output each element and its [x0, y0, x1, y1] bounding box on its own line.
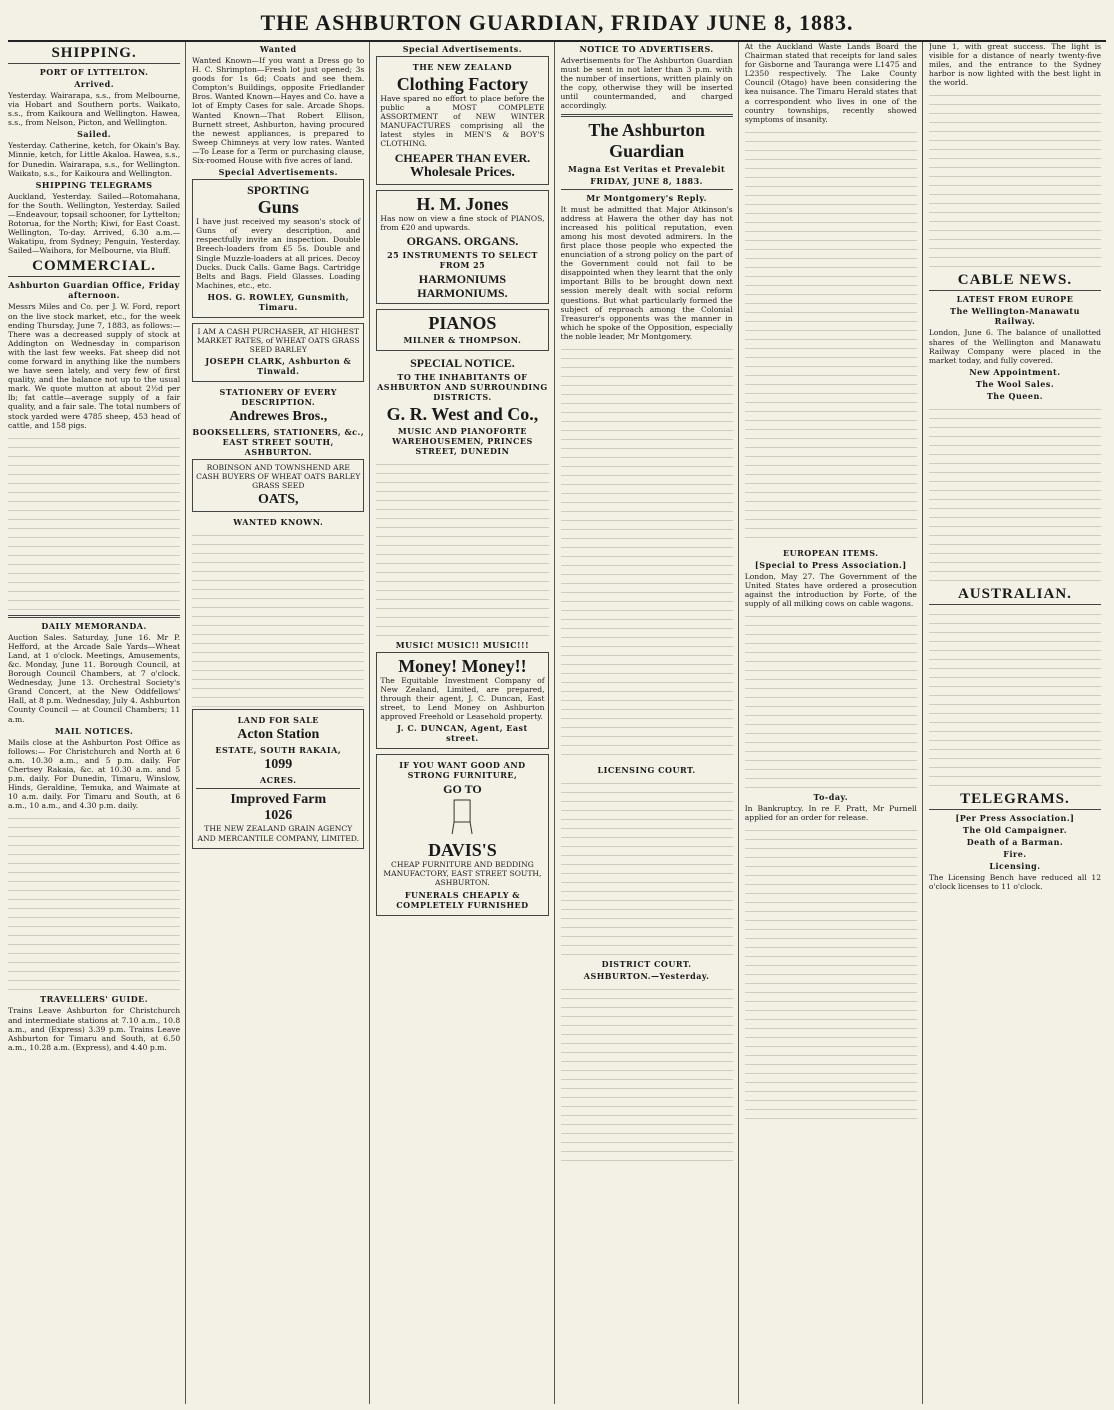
news-text: June 1, with great success. The light is visible for a distance of nearly twenty-five miles, and the entrance to the Sydney harbor is now lighted with the best light in the world. — [928, 42, 1102, 88]
robinson-ad — [192, 459, 364, 512]
land-heading: LAND FOR SALE — [237, 715, 319, 726]
mail-heading: MAIL NOTICES. — [54, 725, 134, 736]
acres-label: ACRES. — [259, 775, 297, 786]
guns-title: Guns — [257, 197, 299, 218]
jones-title: H. M. Jones — [416, 193, 509, 214]
licensing-text: The Licensing Bench have reduced all 12 o'clock licenses to 11 o'clock. — [928, 872, 1102, 891]
notice-text: Advertisements for The Ashburton Guardian must be sent in not later than 3 p.m. with the number of insertions, written plainly on the copy, otherwise they will be inserted until countermanded, and charged accordingly. — [560, 56, 733, 111]
sporting-title: SPORTING — [247, 183, 310, 198]
money-title: Money! Money!! — [398, 655, 527, 676]
andrewes-sub: BOOKSELLERS, STATIONERS, &c., EAST STREET SOUTH, ASHBURTON. — [192, 427, 365, 458]
cash-purchaser-ad — [192, 323, 364, 382]
text-filler — [929, 403, 1101, 583]
gr-west-sub: MUSIC AND PIANOFORTE WAREHOUSEMEN, PRINCES STREET, DUNEDIN — [392, 425, 533, 456]
commercial-subheading: Ashburton Guardian Office, Friday afternoon. — [8, 280, 180, 301]
andrewes-title: Andrewes Bros., — [229, 409, 328, 425]
special-ads-heading: Special Advertisements. — [402, 44, 523, 54]
davis-title: DAVIS'S — [428, 840, 497, 861]
district-heading: DISTRICT COURT. — [601, 958, 692, 969]
guns-signature: HOS. G. ROWLEY, Gunsmith, Timaru. — [207, 291, 350, 312]
text-filler — [929, 608, 1101, 788]
today-heading: To-day. — [813, 792, 849, 803]
licensing: Licensing. — [989, 860, 1041, 871]
text-filler — [192, 529, 364, 709]
improved-farm-title: Improved Farm — [230, 792, 327, 808]
organs-title: ORGANS. ORGANS. — [406, 233, 519, 248]
davis-ad — [376, 754, 548, 915]
acton-sub: ESTATE, SOUTH RAKAIA, — [215, 745, 342, 756]
licensing-heading: LICENSING COURT. — [597, 764, 696, 775]
text-filler — [8, 812, 180, 992]
special-notice-sub: TO THE INHABITANTS OF ASHBURTON AND SURROUNDING DISTRICTS. — [377, 371, 548, 402]
masthead: THE ASHBURTON GUARDIAN, FRIDAY JUNE 8, 1883. — [8, 6, 1106, 42]
today-text: In Bankruptcy. In re F. Pratt, Mr Purnell applied for an order for release. — [744, 804, 917, 823]
text-filler — [745, 610, 917, 790]
cable-heading: CABLE NEWS. — [929, 272, 1101, 291]
shipping-heading: SHIPPING. — [8, 45, 180, 64]
sailed-label: Sailed. — [77, 129, 112, 140]
old-campaigner: The Old Campaigner. — [962, 824, 1068, 835]
telegrams-heading: TELEGRAMS. — [929, 791, 1101, 810]
new-appointment: New Appointment. — [969, 366, 1061, 377]
australian-heading: AUSTRALIAN. — [929, 586, 1101, 605]
guns-text: I have just received my season's stock of Guns of every description, and respectfully invite an inspection. Double Breech-loaders from £5 5s. Double and Single Muzzle-loaders at all prices. Decoy Ducks. Duck Calls. Game Bags. Cartridge Belts and Bags. Field Glasses. Loading Machines, etc., etc. — [196, 217, 361, 290]
text-filler — [745, 126, 917, 546]
harmoniums-title: HARMONIUMS HARMONIUMS. — [417, 271, 508, 300]
acres-1026: 1026 — [264, 808, 293, 824]
stationery-heading: STATIONERY OF EVERY DESCRIPTION. — [219, 387, 337, 408]
wool-sales: The Wool Sales. — [975, 378, 1055, 389]
column-6 — [929, 42, 1106, 1404]
column-1 — [8, 42, 186, 1404]
special-notice-title: SPECIAL NOTICE. — [410, 355, 515, 370]
divider — [8, 615, 180, 618]
port-heading: PORT OF LYTTELTON. — [39, 67, 149, 77]
travellers-text: Trains Leave Ashburton for Christchurch and intermediate stations at 7.10 a.m., 10.8 a.m., and (Express) 3.39 p.m. Trains Leave Ashburton for Timaru and South, at 6.50 a.m., 10.28 a.m. (Express), and 4.40 p.m. — [8, 1006, 181, 1052]
queen: The Queen. — [986, 390, 1044, 401]
funerals-line: FUNERALS CHEAPLY & COMPLETELY FURNISHED — [396, 889, 529, 910]
pianos-title: PIANOS — [428, 312, 497, 333]
travellers-heading: TRAVELLERS' GUIDE. — [40, 994, 149, 1005]
divider — [561, 114, 733, 117]
district-sub: ASHBURTON.—Yesterday. — [583, 970, 710, 981]
article-text: It must be admitted that Major Atkinson's address at Hawera the other day has not increased his political reputation, even among his most devoted admirers. In the first place those people who expected the enunciation of a strong policy on the part of the Government could not fail to be disappointed when they learnt that the only important Bills to be brought down next session merely dealt with social reform questions. But what particularly formed the subject of reproach among the Colonial Treasurer's opponents was the manner in which he spoke of the Opposition, especially the noble leader, Mr Montgomery. — [560, 204, 733, 341]
cheaper-title: CHEAPER THAN EVER. — [394, 150, 531, 165]
telegrams-sub: [Per Press Association.] — [955, 812, 1075, 823]
text-filler — [929, 89, 1101, 269]
jones-ad — [376, 190, 548, 304]
duncan-signature: J. C. DUNCAN, Agent, East street. — [397, 723, 528, 744]
piano-ad — [376, 309, 548, 351]
jones-text: Has now on view a fine stock of PIANOS, from £20 and upwards. — [380, 213, 545, 232]
column-4 — [561, 42, 739, 1404]
arrived-label: Arrived. — [74, 79, 114, 89]
wholesale-title: Wholesale Prices. — [409, 164, 515, 180]
memoranda-text: Auction Sales. Saturday, June 16. Mr P. Hefford, at the Arcade Sale Yards—Wheat Land, at 1 o'clock. Meetings, Amusements, &c. Monday, June 11. Borough Council, at Borough Council Chambers, at 7 o'clock. Wednesday, June 13. Orchestral Society's Grand Concert, at the New Oddfellows' Hall, at 8 p.m. Wednesday, July 4. Ashburton County Council — at Council Chambers; 11 a.m. — [8, 632, 181, 724]
money-text: The Equitable Investment Company of New Zealand, Limited, are prepared, through their agent, J. C. Duncan, East street, to Lend Money on Ashburton approved Freehold or Leasehold property. — [380, 675, 545, 722]
mail-text: Mails close at the Ashburton Post Office as follows:— For Christchurch and North at 6 a.m. 10.30 a.m., and 5 p.m. daily. For Chertsey Rakaia, &c. at 10.30 a.m. and 5 p.m. daily. For Dunedin, Timaru, Winslow, Hinds, Geraldine, Temuka, and Waimate at 10 a.m. daily. For Timaru and South, at 6 a.m., 10 a.m., and 4.30 p.m. daily. — [8, 737, 181, 811]
commercial-text: Messrs Miles and Co. per J. W. Ford, report on the live stock market, etc., for the week ending Thursday, June 7, 1883, as follows:—There was a decreased supply of stock at Addington on Wednesday in comparison with the last few weeks. Fat sheep did not come forward in anything like the numbers we have seen lately, and very few of first quality, and the balance not up to the usual mark. We quote mutton at about 2½d per lb; fat cattle—average supply of a fair quality, and a fair sale. The total numbers of stock yarded were 4785 sheep, 453 head of cattle, and 158 pigs. — [8, 302, 181, 430]
furniture-line: IF YOU WANT GOOD AND STRONG FURNITURE, — [399, 760, 526, 781]
shipping-telegrams-heading: SHIPPING TELEGRAMS — [35, 179, 153, 190]
text-filler — [8, 432, 180, 612]
special-ads-heading: Special Advertisements. — [218, 167, 338, 178]
cable-item: The Wellington-Manawatu Railway. — [950, 306, 1080, 327]
acton-title: Acton Station — [237, 727, 320, 743]
guardian-masthead: The Ashburton Guardian — [588, 119, 705, 161]
fire: Fire. — [1003, 848, 1027, 859]
acres-1099: 1099 — [264, 757, 293, 773]
text-filler — [561, 777, 733, 957]
clothing-text: Have spared no effort to place before the public a MOST COMPLETE ASSORTMENT of NEW WINTER MANUFACTURES comprising all the latest styles in MEN'S & BOY'S CLOTHING. — [380, 94, 545, 149]
sporting-ad — [192, 179, 364, 318]
text-filler — [561, 343, 733, 763]
go-to-line: GO TO — [443, 782, 482, 797]
european-text: London, May 27. The Government of the United States have ordered a prosecution against the introduction by Forte, of the supply of all milking cows on cable wagons. — [744, 571, 917, 609]
article-heading: Mr Montgomery's Reply. — [586, 192, 707, 203]
text-filler — [745, 824, 917, 1124]
clothing-title: Clothing Factory — [396, 74, 529, 94]
european-heading: EUROPEAN ITEMS. — [783, 547, 879, 558]
column-3 — [376, 42, 554, 1404]
cash-text: I AM A CASH PURCHASER, AT HIGHEST MARKET RATES, of WHEAT OATS GRASS SEED BARLEY — [196, 326, 360, 355]
memoranda-heading: DAILY MEMORANDA. — [41, 620, 147, 631]
death-of-barman: Death of a Barman. — [966, 836, 1064, 847]
shipping-telegrams-text: Auckland, Yesterday. Sailed—Rotomahana, for the South. Wellington, Yesterday. Sailed—Endeavour, topsail schooner, for Lyttelton; Rotorua, for the North; Kiwi, for East Coast. Wellington, To-day. Arrived, 6.30 a.m.—Wakatipu, from Sydney; Penguin, Yesterday. Sailed—Waihora, for Melbourne, via Bluff. — [8, 191, 181, 256]
gr-west-title: G. R. West and Co., — [386, 403, 539, 424]
notice-heading: NOTICE TO ADVERTISERS. — [579, 44, 714, 54]
clothing-pre: THE NEW ZEALAND — [412, 62, 513, 72]
divider — [561, 189, 733, 190]
money-ad — [376, 652, 548, 749]
milner-title: MILNER & THOMPSON. — [403, 334, 522, 345]
robinson-text: ROBINSON AND TOWNSHEND ARE CASH BUYERS OF WHEAT OATS BARLEY GRASS SEED — [196, 463, 361, 491]
motto: Magna Est Veritas et Prevalebit — [568, 163, 726, 174]
arrived-text: Yesterday. Wairarapa, s.s., from Melbourne, via Hobart and Southern ports. Waikato, s.s., from Kaikoura and Wellington. Hawea, s.s., from Nelson, Picton, and Wellington. — [8, 91, 181, 128]
wanted-text: Wanted Known—If you want a Dress go to H. C. Shrimpton—Fresh lot just opened; 3s goods for 1s 6d; Coats and see them. Compton's Buildings, opposite Friedlander Bros. Wanted Known—Hayes and Co. have a lot of Empty Cases for sale. Arcade Shops. Wanted Known—That Robert Ellison, Burnett street, Ashburton, having procured the newest appliances, is prepared to Sweep Chimneys at very low rates. Wanted—To Lease for a Term or purchasing clause, Six-roomed House with five acres of land. — [192, 56, 365, 166]
column-2 — [192, 42, 370, 1404]
text-filler — [376, 458, 548, 638]
column-5 — [745, 42, 923, 1404]
oats-title: OATS, — [257, 492, 299, 508]
chair-illustration — [380, 796, 544, 836]
columns — [8, 42, 1106, 1404]
commercial-heading: COMMERCIAL. — [8, 258, 180, 277]
land-sale-ad — [192, 709, 364, 848]
wanted-heading: Wanted — [259, 44, 297, 54]
divider — [196, 788, 360, 789]
sailed-text: Yesterday. Catherine, ketch, for Okain's Bay. Minnie, ketch, for Little Akaloa. Hawea, s.s., for Dunedin. Wairarapa, s.s., for Wellington. Waikato, s.s., for Kaikoura and Wellington. — [8, 141, 181, 178]
instruments-line: 25 INSTRUMENTS TO SELECT FROM 25 — [387, 249, 538, 270]
cash-signature: JOSEPH CLARK, Ashburton & Tinwald. — [205, 356, 352, 377]
text-filler — [561, 983, 733, 1163]
cable-sub: LATEST FROM EUROPE — [956, 294, 1074, 305]
cable-text: London, June 6. The balance of unallotted shares of the Wellington and Manawatu Railway Company were placed in the market today, and fully covered. — [928, 328, 1102, 365]
davis-text: CHEAP FURNITURE AND BEDDING MANUFACTORY, EAST STREET SOUTH, ASHBURTON. — [383, 860, 542, 888]
news-text: At the Auckland Waste Lands Board the Chairman stated that receipts for land sales for Gisborne and Tauranga were L1475 and L2350 respectively. The Lake County Council (Otago) have been considering the kea nuisance. The Timaru Herald states that a correspondent who lives in one of the country townships, recently showed symptoms of insanity. — [744, 42, 917, 124]
european-sub: [Special to Press Association.] — [754, 559, 907, 570]
issue-date: FRIDAY, JUNE 8, 1883. — [590, 175, 703, 186]
clothing-ad — [376, 56, 548, 185]
music-line: MUSIC! MUSIC!! MUSIC!!! — [395, 639, 530, 650]
wanted-known-heading: WANTED KNOWN. — [233, 517, 324, 528]
nz-grain-text: THE NEW ZEALAND GRAIN AGENCY AND MERCANTILE COMPANY, LIMITED. — [197, 824, 360, 843]
